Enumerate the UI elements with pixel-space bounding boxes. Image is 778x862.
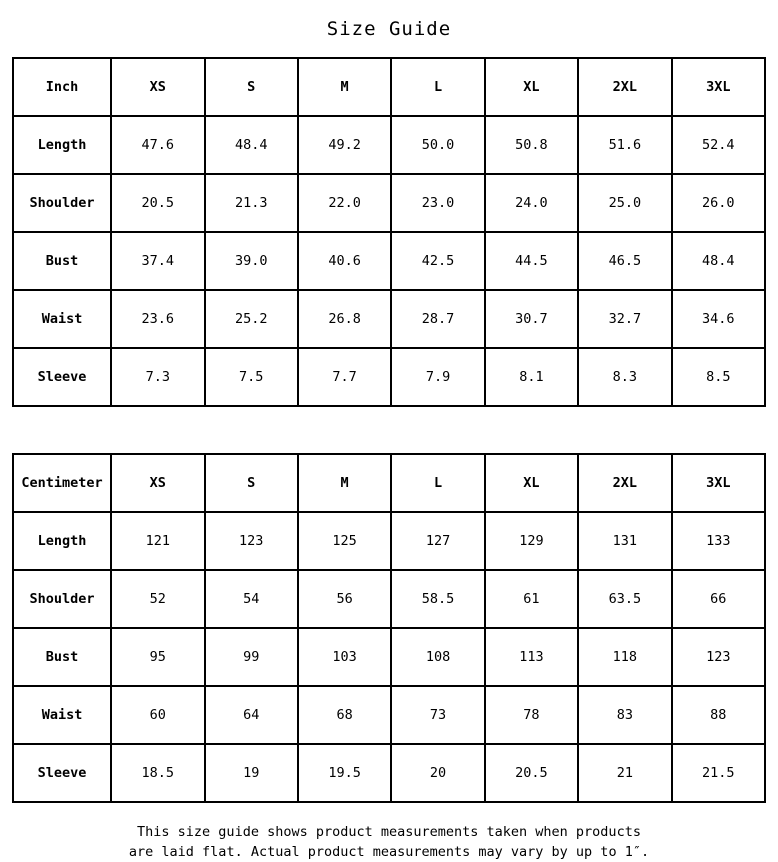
table-row	[13, 512, 765, 570]
row-label-length: Length	[13, 116, 111, 174]
page-title: Size Guide	[326, 18, 452, 40]
cell-value: 95	[111, 628, 204, 686]
cell-value: 7.7	[298, 348, 391, 406]
cell-value: 18.5	[111, 744, 204, 802]
table-row	[13, 348, 765, 406]
cell-value: 131	[578, 512, 671, 570]
cell-value: 8.1	[485, 348, 578, 406]
table-row	[13, 744, 765, 802]
cell-value: 21.5	[672, 744, 765, 802]
table-row	[13, 116, 765, 174]
cell-value: 26.0	[672, 174, 765, 232]
cell-value: 19.5	[298, 744, 391, 802]
cell-value: 8.5	[672, 348, 765, 406]
table-row	[13, 570, 765, 628]
column-header-xs: XS	[111, 454, 204, 512]
cell-value: 7.3	[111, 348, 204, 406]
column-header-s: S	[205, 454, 298, 512]
cell-value: 44.5	[485, 232, 578, 290]
cell-value: 37.4	[111, 232, 204, 290]
table-row	[13, 290, 765, 348]
footnote-line-2: are laid flat. Actual product measurements may vary by up to 1″.	[128, 843, 650, 860]
cell-value: 23.0	[391, 174, 484, 232]
cell-value: 50.8	[485, 116, 578, 174]
cell-value: 51.6	[578, 116, 671, 174]
cell-value: 21	[578, 744, 671, 802]
footnote	[12, 803, 766, 862]
cell-value: 8.3	[578, 348, 671, 406]
row-label-waist: Waist	[13, 290, 111, 348]
column-header-2xl: 2XL	[578, 454, 671, 512]
cell-value: 32.7	[578, 290, 671, 348]
cell-value: 123	[205, 512, 298, 570]
cell-value: 63.5	[578, 570, 671, 628]
cell-value: 88	[672, 686, 765, 744]
cell-value: 42.5	[391, 232, 484, 290]
unit-label-centimeter: Centimeter	[13, 454, 111, 512]
row-label-shoulder: Shoulder	[13, 570, 111, 628]
cell-value: 123	[672, 628, 765, 686]
cell-value: 61	[485, 570, 578, 628]
row-label-sleeve: Sleeve	[13, 348, 111, 406]
cell-value: 58.5	[391, 570, 484, 628]
cell-value: 20.5	[485, 744, 578, 802]
cell-value: 133	[672, 512, 765, 570]
column-header-l: L	[391, 454, 484, 512]
cell-value: 52	[111, 570, 204, 628]
cell-value: 19	[205, 744, 298, 802]
row-label-length: Length	[13, 512, 111, 570]
cell-value: 40.6	[298, 232, 391, 290]
table-row	[13, 174, 765, 232]
cell-value: 26.8	[298, 290, 391, 348]
row-label-bust: Bust	[13, 628, 111, 686]
cell-value: 50.0	[391, 116, 484, 174]
cell-value: 23.6	[111, 290, 204, 348]
cell-value: 127	[391, 512, 484, 570]
cell-value: 129	[485, 512, 578, 570]
unit-label-inch: Inch	[13, 58, 111, 116]
column-header-3xl: 3XL	[672, 454, 765, 512]
cell-value: 20	[391, 744, 484, 802]
row-label-waist: Waist	[13, 686, 111, 744]
cell-value: 34.6	[672, 290, 765, 348]
cell-value: 46.5	[578, 232, 671, 290]
cell-value: 39.0	[205, 232, 298, 290]
cell-value: 66	[672, 570, 765, 628]
row-label-bust: Bust	[13, 232, 111, 290]
cell-value: 49.2	[298, 116, 391, 174]
cell-value: 56	[298, 570, 391, 628]
cell-value: 25.0	[578, 174, 671, 232]
cell-value: 68	[298, 686, 391, 744]
column-header-3xl: 3XL	[672, 58, 765, 116]
cell-value: 99	[205, 628, 298, 686]
cell-value: 30.7	[485, 290, 578, 348]
footnote-line-1: This size guide shows product measurements taken when products	[137, 824, 641, 840]
table-row	[13, 686, 765, 744]
cell-value: 54	[205, 570, 298, 628]
table-header-row	[13, 58, 765, 116]
cell-value: 21.3	[205, 174, 298, 232]
cell-value: 28.7	[391, 290, 484, 348]
cell-value: 118	[578, 628, 671, 686]
column-header-xl: XL	[485, 454, 578, 512]
column-header-m: M	[298, 454, 391, 512]
column-header-xs: XS	[111, 58, 204, 116]
cell-value: 83	[578, 686, 671, 744]
cell-value: 103	[298, 628, 391, 686]
cell-value: 7.5	[205, 348, 298, 406]
column-header-m: M	[298, 58, 391, 116]
table-spacer	[12, 407, 766, 453]
cell-value: 125	[298, 512, 391, 570]
table-header-row	[13, 454, 765, 512]
cell-value: 78	[485, 686, 578, 744]
row-label-sleeve: Sleeve	[13, 744, 111, 802]
column-header-2xl: 2XL	[578, 58, 671, 116]
cell-value: 7.9	[391, 348, 484, 406]
table-row	[13, 628, 765, 686]
cell-value: 108	[391, 628, 484, 686]
centimeter-size-table	[12, 453, 766, 803]
cell-value: 52.4	[672, 116, 765, 174]
column-header-s: S	[205, 58, 298, 116]
cell-value: 20.5	[111, 174, 204, 232]
cell-value: 48.4	[672, 232, 765, 290]
table-row	[13, 232, 765, 290]
cell-value: 64	[205, 686, 298, 744]
column-header-xl: XL	[485, 58, 578, 116]
row-label-shoulder: Shoulder	[13, 174, 111, 232]
cell-value: 121	[111, 512, 204, 570]
column-header-l: L	[391, 58, 484, 116]
inch-size-table	[12, 57, 766, 407]
cell-value: 73	[391, 686, 484, 744]
cell-value: 47.6	[111, 116, 204, 174]
cell-value: 25.2	[205, 290, 298, 348]
cell-value: 48.4	[205, 116, 298, 174]
cell-value: 24.0	[485, 174, 578, 232]
cell-value: 22.0	[298, 174, 391, 232]
cell-value: 60	[111, 686, 204, 744]
cell-value: 113	[485, 628, 578, 686]
